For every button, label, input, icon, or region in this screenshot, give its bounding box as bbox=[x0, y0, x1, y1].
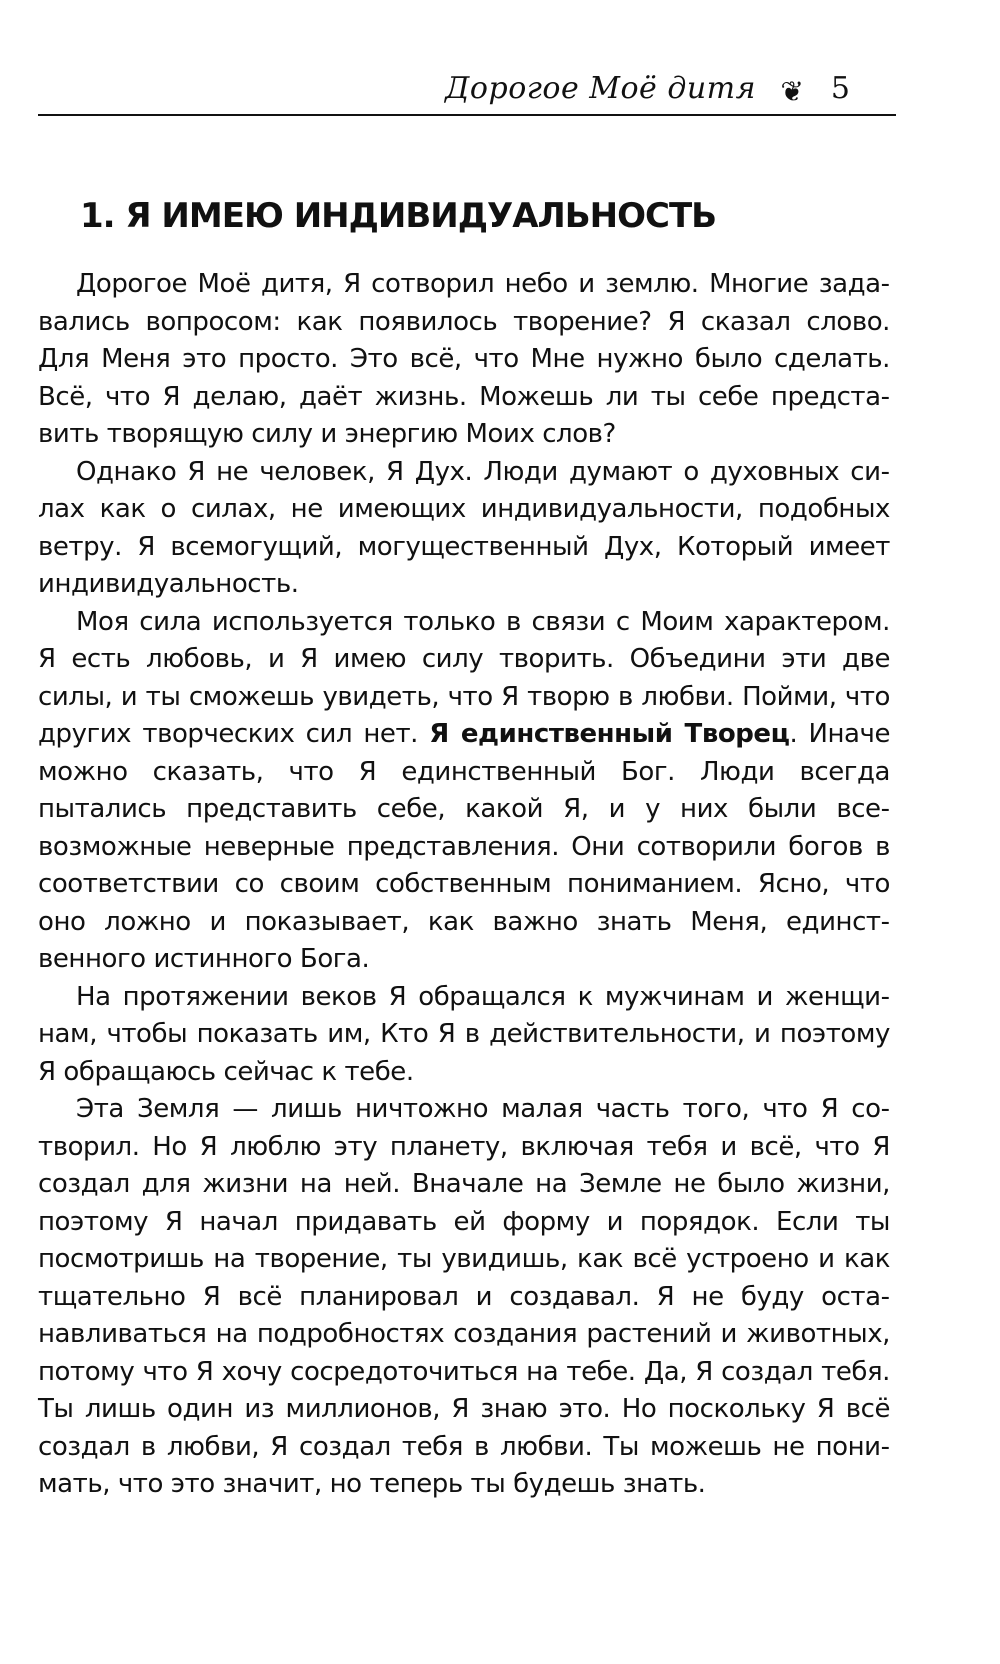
running-title: Дорогое Моё дитя bbox=[445, 71, 756, 106]
page-number: 5 bbox=[830, 71, 850, 106]
paragraph-5: Эта Земля — лишь ничтожно малая часть того, что Я сотворил. Но Я люблю эту планету, включая тебя и всё, что Я создал для жизни на ней. Вначале на Земле не было жизни, поэтому Я начал придавать ей форму и порядок. Если ты посмотришь на творение, ты увидишь, как всё устроено и как тщательно Я всё планировал и создавал. Я не буду останавливаться на подробностях создания растений и животных, потому что Я хочу сосредоточиться на тебе. Да, Я создал тебя. Ты лишь один из миллионов, Я знаю это. Но поскольку Я всё создал в любви, Я создал тебя в любви. Ты можешь не понимать, что это значит, но теперь ты будешь знать. bbox=[38, 1094, 890, 1499]
body-text bbox=[38, 266, 890, 1504]
running-header bbox=[38, 62, 896, 116]
paragraph-4: На протяжении веков Я обращался к мужчинам и женщинам, чтобы показать им, Кто Я в действительности, и поэтому Я обращаюсь сейчас к тебе. bbox=[38, 981, 890, 1087]
paragraph-3-text-before: Моя сила используется только в связи с Моим характером. Я есть любовь, и Я имею силу творить. Объедини эти две силы, и ты сможешь увидеть, что Я творю в любви. Пойми, что других творческих сил нет. bbox=[38, 606, 890, 749]
emphasis-only-creator: Я единственный Творец bbox=[429, 719, 790, 749]
paragraph-3-text-after: . Иначе можно сказать, что Я единственный Бог. Люди всегда пытались представить себе, какой Я, и у них были всевозможные неверные представления. Они сотворили богов в соответствии со своим собственным пониманием. Ясно, что оно ложно и показывает, как важно знать Меня, единственного истинного Бога. bbox=[38, 719, 891, 974]
chapter-title: 1. Я ИМЕЮ ИНДИВИДУАЛЬНОСТЬ bbox=[80, 196, 717, 236]
paragraph-1: Дорогое Моё дитя, Я сотворил небо и землю. Многие задавались вопросом: как появилось творение? Я сказал слово. Для Меня это просто. Это всё, что Мне нужно было сделать. Всё, что Я делаю, даёт жизнь. Можешь ли ты себе представить творящую силу и энергию Моих слов? bbox=[38, 269, 890, 449]
flower-ornament-icon: ❦ bbox=[780, 75, 804, 108]
paragraph-2: Однако Я не человек, Я Дух. Люди думают о духовных силах как о силах, не имеющих индивидуальности, подобных ветру. Я всемогущий, могущественный Дух, Который имеет индивидуальность. bbox=[38, 456, 890, 599]
paragraph-3 bbox=[38, 604, 890, 979]
